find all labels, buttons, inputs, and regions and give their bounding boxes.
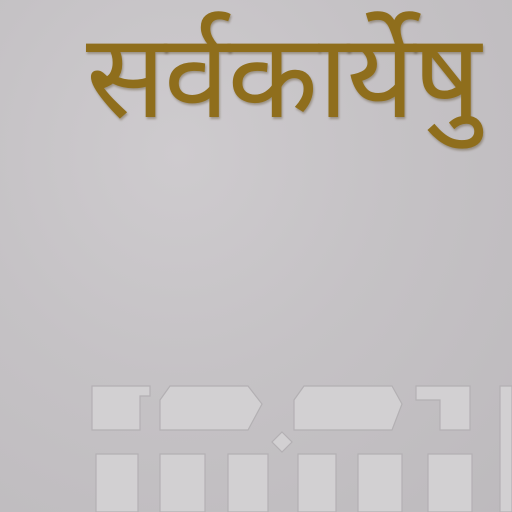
lattice-block xyxy=(92,386,150,430)
lattice-block xyxy=(160,454,205,512)
embossed-lattice-pattern xyxy=(0,370,512,512)
lattice-block xyxy=(500,386,512,512)
lattice-block xyxy=(428,454,472,512)
lattice-block xyxy=(160,386,262,430)
lattice-block xyxy=(228,454,268,512)
lattice-block xyxy=(96,454,138,512)
lattice-block xyxy=(294,386,402,430)
hindi-signage-text: सर्वकार्येषु xyxy=(86,7,480,145)
lattice-block xyxy=(298,454,336,512)
lattice-block xyxy=(416,386,470,430)
lattice-diamond xyxy=(272,432,292,452)
lattice-block xyxy=(358,454,402,512)
